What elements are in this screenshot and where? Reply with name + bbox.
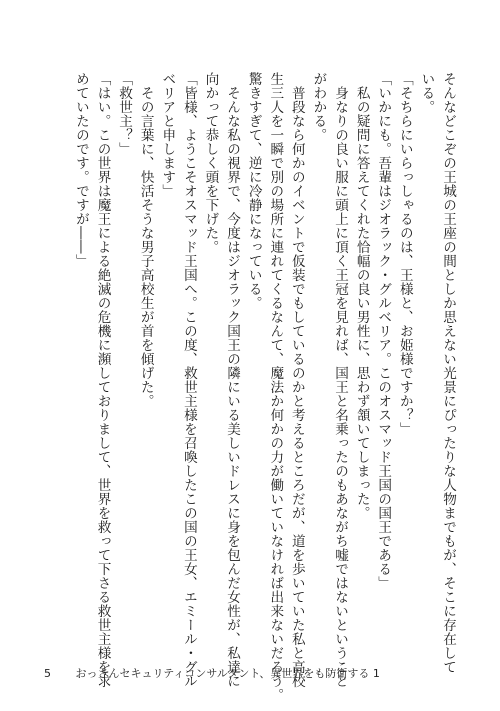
- text-line: 普段なら何かのイベントで仮装でもしているのかと考えるところだが、道を歩いていた私と高校: [288, 72, 305, 688]
- text-line: 「皆様、ようこそオスマッド王国へ。この度、救世主様を召喚したこの国の王女、エミール・グル: [180, 72, 197, 688]
- text-line: その言葉に、快活そうな男子高校生が首を傾げた。: [137, 72, 154, 408]
- text-line: 「いかにも。吾輩はジオラック・グルベリア。このオスマッド王国の国王である」: [375, 72, 392, 590]
- text-line: ベリアと申します」: [159, 72, 176, 198]
- text-line: 「そちらにいらっしゃるのは、王様と、お姫様ですか？」: [396, 72, 413, 436]
- text-line: がわかる。: [310, 72, 327, 142]
- text-line: 私の疑問に答えてくれた恰幅の良い男性に、思わず頷いてしまった。: [353, 72, 370, 520]
- text-line: めていたのです。ですが――」: [72, 72, 89, 268]
- text-line: 向かって恭しく頭を下げた。: [202, 72, 219, 254]
- page-number: 5: [44, 667, 51, 680]
- running-title: おっさんセキュリティコンサルタント、異世界をも防衛する 1: [75, 667, 380, 680]
- text-line: 「はい。この世界は魔王による絶滅の危機に瀕しておりまして、世界を救って下さる救世主様を求: [94, 72, 111, 688]
- text-line: そんな私の視界で、今度はジオラック国王の隣にいる美しいドレスに身を包んだ女性が、私達に: [224, 72, 241, 688]
- text-line: 身なりの良い服に頭上に頂く王冠を見れば、国王と名乗ったのもあながち嘘ではないということ: [332, 72, 349, 688]
- text-line: 「救世主？」: [116, 72, 133, 156]
- page-footer: [44, 665, 380, 681]
- text-line: 生三人を一瞬で別の場所に連れてくるなんて、魔法か何かの力が働いていなければ出来ないだろう。: [267, 72, 284, 702]
- text-line: そんなどこぞの王城の王座の間としか思えない光景にぴったりな人物までもが、そこに存在して: [440, 72, 456, 674]
- text-line: いる。: [418, 72, 435, 114]
- text-line: 驚きすぎて、逆に冷静になっている。: [245, 72, 262, 310]
